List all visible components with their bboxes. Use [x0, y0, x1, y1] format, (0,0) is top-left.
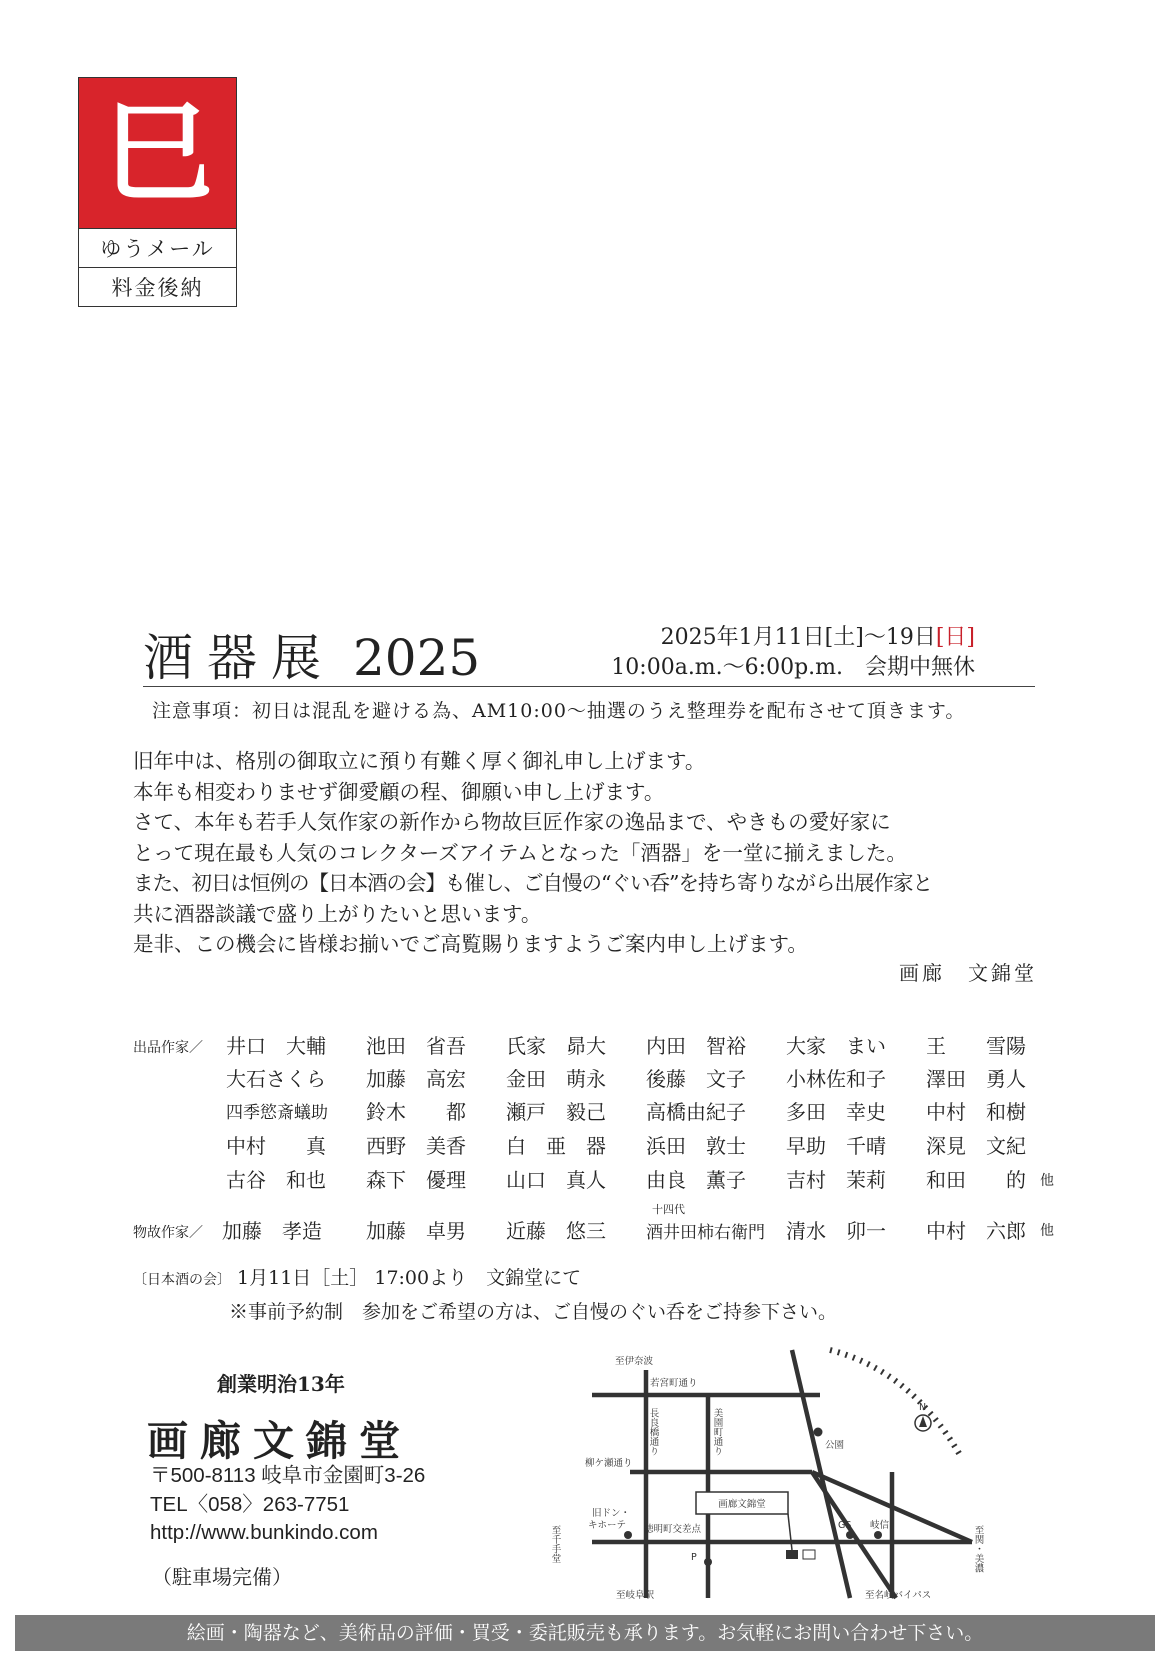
artist-name: 王 雪陽: [926, 1034, 1026, 1058]
map-label-seki: 至関・美濃: [972, 1525, 984, 1573]
map-label-gs: GS: [838, 1520, 852, 1531]
map-label-nagarabashi: 長良橋通り: [647, 1408, 659, 1456]
artist-name: 後藤 文子: [646, 1067, 746, 1091]
telephone: TEL〈058〉263-7751: [150, 1492, 350, 1516]
exhibition-title: [143, 618, 480, 690]
artist-name: 中村 和樹: [926, 1100, 1026, 1124]
map-label-north: N: [919, 1402, 927, 1413]
artist-name: 中村 真: [226, 1134, 326, 1158]
postal-payment-label: 料金後納: [79, 267, 236, 306]
body-line: とって現在最も人気のコレクターズアイテムとなった「酒器」を一堂に揃えました。: [133, 840, 907, 865]
artists-label: 出品作家／: [133, 1040, 203, 1056]
postal-service-label: ゆうメール: [79, 228, 236, 267]
body-line: さて、本年も若手人気作家の新作から物故巨匠作家の逸品まで、やきもの愛好家に: [133, 810, 891, 834]
body-line: 本年も相変わりませず御愛顧の程、御願い申し上げます。: [133, 779, 665, 804]
north-arrow-head: [919, 1416, 927, 1427]
address: 〒500-8113 岐阜市金園町3-26: [150, 1464, 426, 1487]
late-artist-name: 清水 卯一: [786, 1219, 886, 1243]
body-line: 共に酒器談議で盛り上がりたいと思います。: [133, 901, 542, 926]
late-artists-label: 物故作家／: [133, 1225, 203, 1241]
late-artist-name: 中村 六郎: [926, 1219, 1026, 1243]
gallery-pointer: [788, 1514, 792, 1550]
body-line: 旧年中は、格別の御取立に預り有難く厚く御礼申し上げます。: [133, 749, 706, 773]
artist-name: 小林佐和子: [786, 1067, 886, 1091]
established: 創業明治13年: [217, 1372, 345, 1396]
map-label-yanagase: 柳ケ瀬通り: [585, 1458, 633, 1469]
map-label-north-dir: 至伊奈波: [615, 1356, 654, 1367]
date-range: [611, 623, 975, 653]
artist-name: 森下 優理: [366, 1168, 466, 1192]
body-line: 是非、この機会に皆様お揃いでご高覧賜りますようご案内申し上げます。: [133, 932, 808, 956]
park-marker: [814, 1428, 823, 1437]
railway: [830, 1350, 960, 1455]
artist-name: 古谷 和也: [226, 1168, 326, 1192]
body-line: また、初日は恒例の【日本酒の会】も催し、ご自慢の“ぐい呑”を持ち寄りながら出展作家と: [133, 871, 932, 895]
parking-note: （駐車場完備）: [152, 1565, 292, 1589]
artist-name: 白 亜 器: [506, 1134, 606, 1158]
exhibition-dates: [611, 623, 975, 683]
postal-mark: [78, 77, 237, 307]
artist-name: 四季慾斎蟻助: [226, 1103, 328, 1123]
date-sat: [土]: [824, 625, 864, 650]
artist-name: 加藤 高宏: [366, 1067, 466, 1091]
greeting-body: [133, 746, 1043, 960]
title-divider: [143, 686, 1035, 687]
artist-name: 和田 的: [926, 1168, 1026, 1192]
artist-name: 大石さくら: [226, 1067, 326, 1091]
artist-name: 深見 文紀: [926, 1134, 1026, 1158]
map-label-mino: 美園町通り: [711, 1408, 723, 1456]
gallery-building: [786, 1550, 798, 1559]
title-year: 2025: [353, 629, 481, 687]
location-map: [549, 1350, 1040, 1602]
artist-name: 内田 智裕: [646, 1034, 746, 1058]
gallery-name: 画廊文錦堂: [147, 1417, 412, 1465]
artist-name: 瀬戸 毅己: [506, 1100, 606, 1124]
sake-event: [133, 1262, 837, 1328]
artist-name: 由良 薫子: [646, 1168, 746, 1192]
late-artist-name: 近藤 悠三: [506, 1219, 606, 1243]
don-marker: [624, 1531, 632, 1539]
map-roads: [592, 1350, 972, 1598]
late-artist-name: 酒井田柿右衛門: [646, 1223, 765, 1243]
map-label-station: 至岐阜駅: [616, 1590, 655, 1601]
sake-event-note: ※事前予約制 参加をご希望の方は、ご自慢のぐい呑をご持参下さい。: [229, 1301, 838, 1323]
late-artists-etc: 他: [1040, 1223, 1054, 1239]
map-label-don: 旧ドン・: [592, 1508, 631, 1519]
generation-note: 十四代: [652, 1203, 685, 1216]
artist-name: 氏家 昴大: [506, 1034, 606, 1058]
artist-name: 浜田 敦士: [646, 1134, 746, 1158]
sake-event-detail: 1月11日［土］ 17:00より 文錦堂にて: [237, 1267, 582, 1289]
late-artist-name: 加藤 卓男: [366, 1219, 466, 1243]
artist-name: 早助 千晴: [786, 1134, 886, 1158]
website-link[interactable]: http://www.bunkindo.com: [150, 1521, 378, 1544]
map-label-tosaki: 至千手堂: [549, 1525, 561, 1563]
gallery-parking: [803, 1550, 815, 1559]
artist-name: 吉村 茉莉: [786, 1168, 886, 1192]
artist-name: 澤田 勇人: [926, 1067, 1026, 1091]
gifushin-marker: [874, 1531, 882, 1539]
map-label-tokumei: 徳明町交差点: [644, 1524, 702, 1535]
artist-name: 山口 真人: [506, 1168, 606, 1192]
map-label-park: 公園: [825, 1440, 845, 1451]
artists-etc: 他: [1040, 1173, 1054, 1189]
date-start: 2025年1月11日: [660, 625, 825, 650]
exhibition-hours: 10:00a.m.～6:00p.m. 会期中無休: [611, 655, 975, 680]
late-artist-name: 加藤 孝造: [222, 1219, 322, 1243]
artist-name: 金田 萌永: [506, 1067, 606, 1091]
gallery-contact: [150, 1462, 425, 1548]
artist-name: 池田 省吾: [366, 1034, 466, 1058]
title-text: 酒器展: [143, 629, 335, 687]
sake-event-label: 〔日本酒の会〕: [133, 1272, 231, 1288]
date-sun: [日]: [935, 625, 975, 650]
map-label-hote: キホーテ: [588, 1520, 627, 1531]
p-marker: [704, 1558, 712, 1566]
postal-zodiac-mark: 巳: [79, 78, 236, 228]
gs-marker: [846, 1531, 854, 1539]
footer-banner: 絵画・陶器など、美術品の評価・買受・委託販売も承ります。お気軽にお問い合わせ下さい。: [15, 1615, 1155, 1651]
artist-name: 高橋由紀子: [646, 1100, 746, 1124]
notice: 注意事項：初日は混乱を避ける為、AM10:00～抽選のうえ整理券を配布させて頂きます。: [152, 700, 966, 722]
artist-name: 井口 大輔: [226, 1034, 326, 1058]
map-label-bypass: 至名岐バイパス: [865, 1590, 932, 1601]
map-label-wakamiya: 若宮町通り: [650, 1378, 698, 1389]
artist-name: 鈴木 都: [366, 1100, 466, 1124]
sake-event-line: [133, 1262, 837, 1296]
map-label-p: P: [691, 1552, 697, 1563]
artist-name: 大家 まい: [786, 1034, 886, 1058]
artist-name: 西野 美香: [366, 1134, 466, 1158]
map-label-gallery: 画廊文錦堂: [718, 1499, 766, 1510]
artist-name: 多田 幸史: [786, 1100, 886, 1124]
map-label-gifushin: 岐信: [870, 1520, 890, 1531]
signature: 画廊 文錦堂: [899, 961, 1037, 985]
date-end: ～19日: [863, 625, 936, 650]
